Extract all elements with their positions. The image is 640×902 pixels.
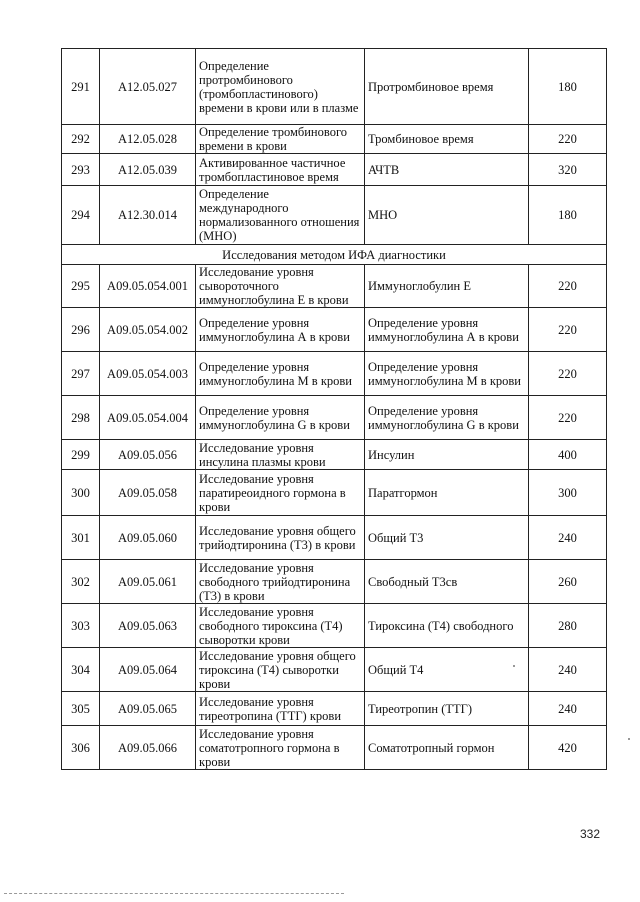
price-cell: 260 (529, 560, 607, 604)
row-number-cell: 292 (62, 125, 100, 154)
table-row (62, 186, 607, 245)
price-cell: 400 (529, 440, 607, 470)
row-number-cell: 305 (62, 692, 100, 726)
row-number-cell: 301 (62, 516, 100, 560)
short-name-cell: МНО (365, 186, 529, 245)
table-row (62, 125, 607, 154)
price-table (61, 48, 607, 770)
service-name-cell: Определение тромбинового времени в крови (196, 125, 365, 154)
service-code-cell: A09.05.054.001 (100, 265, 196, 308)
table-row (62, 154, 607, 186)
row-number-cell: 293 (62, 154, 100, 186)
price-cell: 240 (529, 516, 607, 560)
service-name-cell: Определение уровня иммуноглобулина А в крови (196, 308, 365, 352)
scan-speck (628, 738, 630, 740)
service-code-cell: A12.05.039 (100, 154, 196, 186)
scan-speck (513, 665, 515, 667)
service-name-cell: Исследование уровня паратиреоидного гормона в крови (196, 470, 365, 516)
service-code-cell: A09.05.054.002 (100, 308, 196, 352)
service-name-cell: Исследование уровня соматотропного гормона в крови (196, 726, 365, 770)
short-name-cell: Тромбиновое время (365, 125, 529, 154)
short-name-cell: Общий Т3 (365, 516, 529, 560)
short-name-cell: Тиреотропин (ТТГ) (365, 692, 529, 726)
short-name-cell: Паратгормон (365, 470, 529, 516)
service-name-cell: Исследование уровня свободного трийодтиронина (Т3) в крови (196, 560, 365, 604)
short-name-cell: Инсулин (365, 440, 529, 470)
short-name-cell: Тироксина (Т4) свободного (365, 604, 529, 648)
short-name-cell: Общий Т4 (365, 648, 529, 692)
price-cell: 180 (529, 186, 607, 245)
service-name-cell: Исследование уровня тиреотропина (ТТГ) крови (196, 692, 365, 726)
table-row (62, 265, 607, 308)
table-row (62, 604, 607, 648)
service-code-cell: A09.05.061 (100, 560, 196, 604)
row-number-cell: 295 (62, 265, 100, 308)
table-row (62, 396, 607, 440)
price-cell: 180 (529, 49, 607, 125)
short-name-cell: АЧТВ (365, 154, 529, 186)
service-name-cell: Исследование уровня свободного тироксина (Т4) сыворотки крови (196, 604, 365, 648)
table-row (62, 49, 607, 125)
table-row (62, 308, 607, 352)
section-header: Исследования методом ИФА диагностики (62, 245, 607, 265)
short-name-cell: Определение уровня иммуноглобулина М в крови (365, 352, 529, 396)
table-row (62, 692, 607, 726)
short-name-cell: Соматотропный гормон (365, 726, 529, 770)
service-code-cell: A09.05.066 (100, 726, 196, 770)
service-code-cell: A09.05.064 (100, 648, 196, 692)
short-name-cell: Протромбиновое время (365, 49, 529, 125)
service-code-cell: A12.30.014 (100, 186, 196, 245)
service-code-cell: A09.05.056 (100, 440, 196, 470)
service-code-cell: A12.05.027 (100, 49, 196, 125)
short-name-cell: Свободный Т3св (365, 560, 529, 604)
row-number-cell: 296 (62, 308, 100, 352)
table-row (62, 648, 607, 692)
price-cell: 280 (529, 604, 607, 648)
short-name-cell: Определение уровня иммуноглобулина G в крови (365, 396, 529, 440)
service-code-cell: A09.05.063 (100, 604, 196, 648)
row-number-cell: 298 (62, 396, 100, 440)
service-name-cell: Исследование уровня сывороточного иммуноглобулина Е в крови (196, 265, 365, 308)
price-cell: 420 (529, 726, 607, 770)
service-code-cell: A09.05.065 (100, 692, 196, 726)
service-name-cell: Исследование уровня инсулина плазмы крови (196, 440, 365, 470)
service-code-cell: A09.05.060 (100, 516, 196, 560)
row-number-cell: 303 (62, 604, 100, 648)
price-cell: 300 (529, 470, 607, 516)
row-number-cell: 302 (62, 560, 100, 604)
price-cell: 320 (529, 154, 607, 186)
row-number-cell: 299 (62, 440, 100, 470)
price-cell: 240 (529, 692, 607, 726)
table-row (62, 560, 607, 604)
service-name-cell: Определение международного нормализованного отношения (МНО) (196, 186, 365, 245)
service-name-cell: Исследование уровня общего трийодтиронина (Т3) в крови (196, 516, 365, 560)
section-header-row (62, 245, 607, 265)
short-name-cell: Определение уровня иммуноглобулина А в крови (365, 308, 529, 352)
price-table-body (62, 49, 607, 770)
row-number-cell: 300 (62, 470, 100, 516)
service-code-cell: A09.05.058 (100, 470, 196, 516)
price-cell: 240 (529, 648, 607, 692)
price-cell: 220 (529, 352, 607, 396)
table-row (62, 352, 607, 396)
service-code-cell: A12.05.028 (100, 125, 196, 154)
service-name-cell: Определение уровня иммуноглобулина G в крови (196, 396, 365, 440)
table-row (62, 726, 607, 770)
service-name-cell: Исследование уровня общего тироксина (Т4) сыворотки крови (196, 648, 365, 692)
table-row (62, 516, 607, 560)
table-row (62, 470, 607, 516)
price-cell: 220 (529, 308, 607, 352)
page-number: 332 (579, 827, 600, 841)
row-number-cell: 294 (62, 186, 100, 245)
row-number-cell: 306 (62, 726, 100, 770)
service-name-cell: Определение уровня иммуноглобулина М в крови (196, 352, 365, 396)
service-code-cell: A09.05.054.003 (100, 352, 196, 396)
scan-artifact-line (4, 893, 344, 894)
service-code-cell: A09.05.054.004 (100, 396, 196, 440)
table-row (62, 440, 607, 470)
row-number-cell: 291 (62, 49, 100, 125)
service-name-cell: Активированное частичное тромбопластиновое время (196, 154, 365, 186)
row-number-cell: 304 (62, 648, 100, 692)
row-number-cell: 297 (62, 352, 100, 396)
service-name-cell: Определение протромбинового (тромбопластинового) времени в крови или в плазме (196, 49, 365, 125)
price-cell: 220 (529, 396, 607, 440)
price-cell: 220 (529, 125, 607, 154)
short-name-cell: Иммуноглобулин Е (365, 265, 529, 308)
price-cell: 220 (529, 265, 607, 308)
